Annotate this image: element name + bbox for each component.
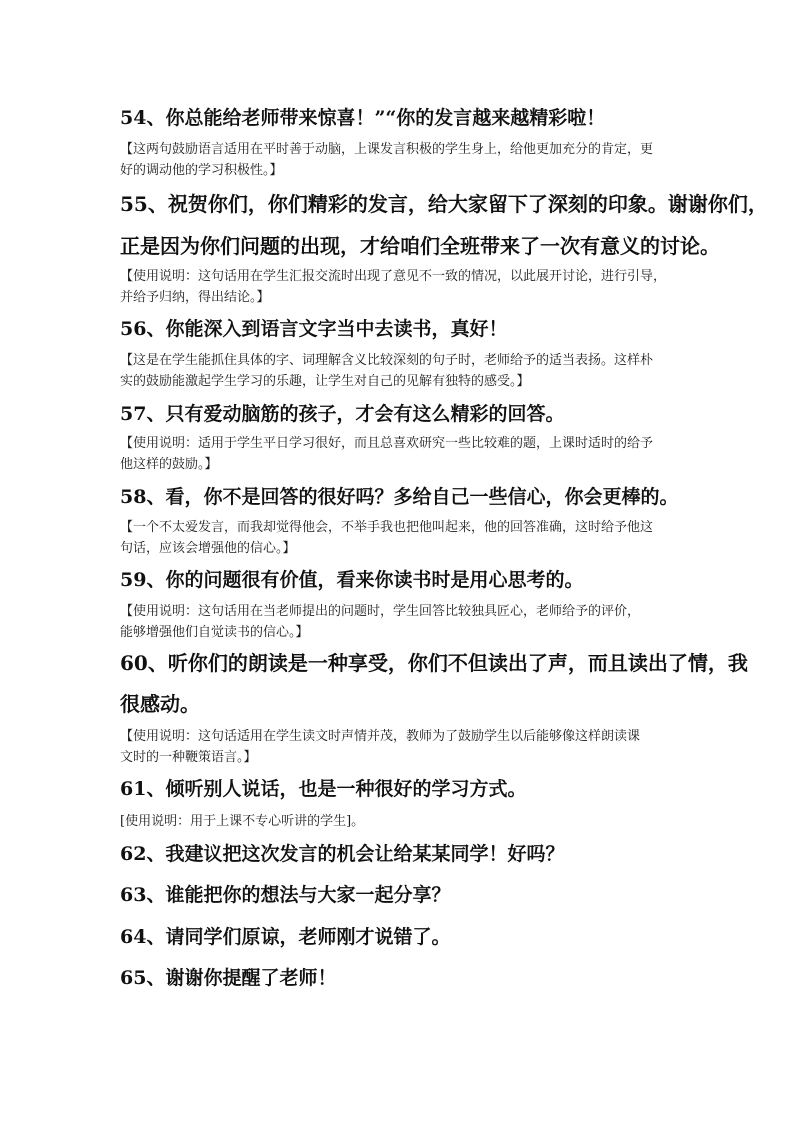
heading-63: 63、谁能把你的想法与大家一起分享？: [120, 884, 451, 906]
note-57-line-1: 【使用说明：适用于学生平日学习很好，而且总喜欢研究一些比较难的题，上课时适时的给予: [120, 436, 654, 451]
note-61: [120, 811, 690, 832]
note-59-line-2: 能够增强他们自觉读书的信心。】: [120, 625, 309, 640]
note-55-line-1: 【使用说明：这句话用在学生汇报交流时出现了意见不一致的情况，以此展开讨论，进行引导，: [120, 269, 667, 284]
note-55-line-2: 并给予归纳，得出结论。】: [120, 290, 270, 305]
note-60: [120, 726, 690, 768]
note-58: [120, 517, 690, 559]
heading-54: 54、你总能给老师带来惊喜！”“你的发言越来越精彩啦！: [120, 107, 606, 129]
heading-64: 64、请同学们原谅，老师刚才说错了。: [120, 926, 451, 948]
note-59-line-1: 【使用说明：这句话用在当老师提出的问题时，学生回答比较独具匠心，老师给予的评价，: [120, 604, 641, 619]
note-57: [120, 433, 690, 475]
note-58-line-2: 句话，应该会增强他的信心。】: [120, 541, 296, 556]
note-54: [120, 139, 690, 181]
note-56-line-2: 实的鼓励能激起学生学习的乐趣，让学生对自己的见解有独特的感受。】: [120, 374, 530, 389]
heading-59: 59、你的问题很有价值，看来你读书时是用心思考的。: [120, 569, 584, 591]
note-55: [120, 266, 690, 308]
note-61-line-1: [使用说明：用于上课不专心听讲的学生]。: [120, 814, 365, 829]
heading-55-line-2: 正是因为你们问题的出现，才给咱们全班带来了一次有意义的讨论。: [120, 234, 720, 258]
note-58-line-1: 【一个不太爱发言，而我却觉得他会，不举手我也把他叫起来，他的回答准确，这时给予他这: [120, 520, 654, 535]
note-54-line-1: 【这两句鼓励语言适用在平时善于动脑，上课发言积极的学生身上，给他更加充分的肯定，更: [120, 142, 654, 157]
heading-58: 58、看，你不是回答的很好吗？多给自己一些信心，你会更棒的。: [120, 486, 679, 508]
heading-65: 65、谢谢你提醒了老师！: [120, 967, 337, 989]
heading-57: 57、只有爱动脑筋的孩子，才会有这么精彩的回答。: [120, 403, 565, 425]
heading-55-line-1: 55、祝贺你们，你们精彩的发言，给大家留下了深刻的印象。谢谢你们，: [120, 192, 768, 216]
note-56-line-1: 【这是在学生能抓住具体的字、词理解含义比较深刻的句子时，老师给予的适当表扬。这样朴: [120, 353, 654, 368]
note-59: [120, 601, 690, 643]
heading-62: 62、我建议把这次发言的机会让给某某同学！好吗？: [120, 843, 565, 865]
note-60-line-2: 文时的一种鞭策语言。】: [120, 750, 257, 765]
note-54-line-2: 好的调动他的学习积极性。】: [120, 163, 283, 178]
note-56: [120, 350, 690, 392]
note-57-line-2: 他这样的鼓励。】: [120, 457, 218, 472]
heading-61: 61、倾听别人说话，也是一种很好的学习方式。: [120, 778, 527, 800]
heading-56: 56、你能深入到语言文字当中去读书，真好！: [120, 318, 508, 340]
note-60-line-1: 【使用说明：这句话适用在学生读文时声情并茂，教师为了鼓励学生以后能够像这样朗读课: [120, 729, 641, 744]
heading-60-line-2: 很感动。: [120, 692, 200, 716]
heading-60-line-1: 60、听你们的朗读是一种享受，你们不但读出了声，而且读出了情，我: [120, 651, 748, 675]
